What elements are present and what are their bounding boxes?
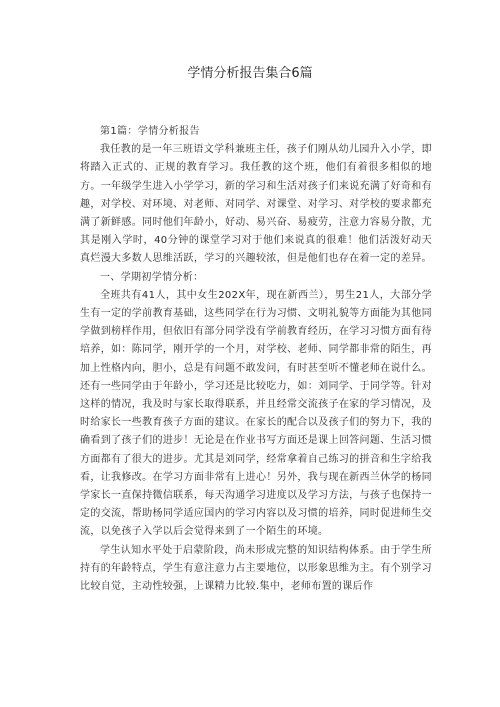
section-heading: 第1篇：学情分析报告 [100,126,200,137]
document-body [80,123,432,596]
body-paragraph: 全班共有41人，其中女生202X年，现在新西兰），男生21人，大部分学生有一定的学前教育基础，这些同学在行为习惯、文明礼貌等方面能为其他同学做到榜样作用，但依旧有部分同学没有学前教育经历，在学习习惯方面有待培养，如：陈同学，刚开学的一个月，对学校、老师、同学都非常的陌生，再加上性格内向，胆小，总是有问题不敢发问，有时甚至听不懂老师在说什么。还有一些同学由于年龄小，学习还是比较吃力，如：刘同学、于同学等。针对这样的情况，我及时与家长取得联系，并且经常交流孩子在家的学习情况，及时给家长一些教育孩子方面的建议。在家长的配合以及孩子们的努力下，我的确看到了孩子们的进步！无论是在作业书写方面还是课上回答问题、生活习惯方面都有了很大的进步。尤其是刘同学，经常拿着自己练习的拼音和生字给我看，让我修改。在学习方面非常有上进心！另外，我与现在新西兰休学的杨同学家长一直保持微信联系，每天沟通学习进度以及学习方法，与孩子也保持一定的交流，帮助杨同学适应国内的学习内容以及习惯的培养，同时促进师生交流，以免孩子入学以后会觉得来到了一个陌生的环境。 [80,289,432,538]
subsection-heading: 一、学期初学情分析： [100,271,204,283]
body-paragraph: 学生认知水平处于启蒙阶段，尚未形成完整的知识结构体系。由于学生所持有的年龄特点，学生有意注意力占主要地位，以形象思维为主。有个别学习比较自觉，主动性较强，上课精力比较.集中，老师布置的课后作 [80,544,432,593]
document-title: 学情分析报告集合6篇 [187,66,313,81]
body-paragraph: 我任教的是一年三班语文学科兼班主任，孩子们刚从幼儿园升入小学，即将踏入正式的、正规的教育学习。我任教的这个班，他们有着很多相似的地方。一年级学生进入小学学习，新的学习和生活对孩子们来说充满了好奇和有趣，对学校、对环境、对老师、对同学、对课堂、对学习、对学校的要求都充满了新鲜感。同时他们年龄小，好动、易兴奋、易疲劳，注意力容易分散，尤其是刚入学时，40分钟的课堂学习对于他们来说真的很难！他们活泼好动天真烂漫大多数人思维活跃，学习的兴趣较浓，但是他们也存在着一定的差异。 [80,144,432,265]
